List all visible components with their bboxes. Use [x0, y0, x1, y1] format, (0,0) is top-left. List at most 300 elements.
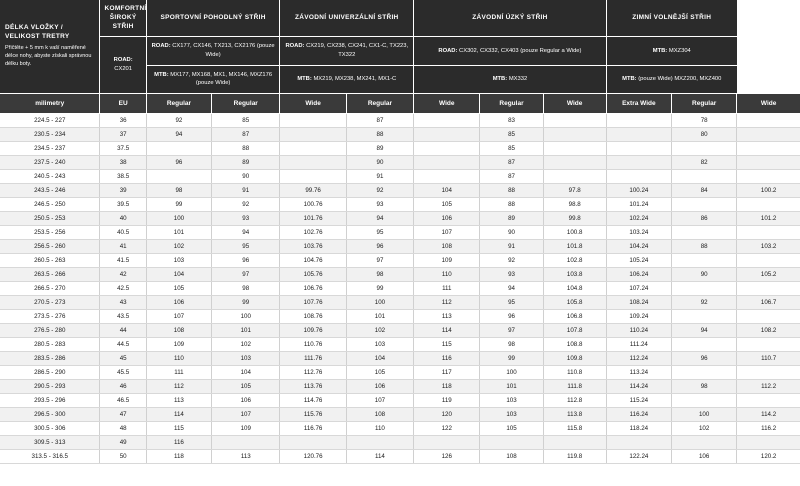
cell-value: 88 — [480, 198, 543, 212]
cell-value: 106.8 — [543, 310, 606, 324]
cell-value — [606, 170, 671, 184]
cell-value: 112 — [414, 296, 480, 310]
cell-value: 100 — [480, 366, 543, 380]
cell-value: 100 — [346, 296, 413, 310]
cell-value: 103 — [480, 394, 543, 408]
models-comfort-wide — [100, 37, 146, 94]
cell-value: 100.76 — [280, 198, 346, 212]
cell-value — [672, 338, 737, 352]
cell-value: 105 — [414, 198, 480, 212]
cell-value: 110 — [346, 422, 413, 436]
cell-millimeters: 253.5 - 256 — [0, 226, 100, 240]
cell-value: 104.24 — [606, 240, 671, 254]
models-race-narrow-mtb — [414, 65, 607, 93]
cell-value: 108.76 — [280, 310, 346, 324]
cell-millimeters: 237.5 - 240 — [0, 156, 100, 170]
cell-value: 114.24 — [606, 380, 671, 394]
models-sport-comfort-road-value: CX177, CX146, TX213, CX2176 (pouze Wide) — [172, 43, 275, 58]
models-winter-free-mtb-value: MXZ304 — [668, 47, 691, 54]
cell-value: 103.76 — [280, 240, 346, 254]
cell-value: 105 — [212, 380, 280, 394]
cell-millimeters: 240.5 - 243 — [0, 170, 100, 184]
cell-eu: 36 — [100, 114, 146, 128]
cell-value: 112 — [146, 380, 211, 394]
cell-value: 115.8 — [543, 422, 606, 436]
cell-value: 94 — [346, 212, 413, 226]
cell-value: 101.2 — [737, 212, 800, 226]
cell-value: 103 — [146, 254, 211, 268]
cell-value: 102 — [146, 240, 211, 254]
cell-value: 111.76 — [280, 352, 346, 366]
cell-value — [672, 198, 737, 212]
cell-value: 108 — [414, 240, 480, 254]
subheader-winter-wide: Wide — [737, 94, 800, 114]
cell-value: 98.8 — [543, 198, 606, 212]
cell-value: 111.8 — [543, 380, 606, 394]
cell-value — [414, 142, 480, 156]
cell-value — [280, 128, 346, 142]
cell-value: 94 — [672, 324, 737, 338]
cell-value: 102 — [346, 324, 413, 338]
cell-value: 114 — [146, 408, 211, 422]
cell-value: 90 — [212, 170, 280, 184]
cell-value — [737, 436, 800, 450]
cell-eu: 39.5 — [100, 198, 146, 212]
cell-value: 98 — [212, 282, 280, 296]
cell-value: 108.8 — [543, 338, 606, 352]
models-race-universal-road-value: CX219, CX238, CX241, CX1-C, TX223, TX322 — [306, 43, 409, 58]
subheader-racenarrow-extrawide: Extra Wide — [606, 94, 671, 114]
models-race-narrow-mtb-value: MX332 — [508, 76, 528, 83]
cell-value: 105.2 — [737, 268, 800, 282]
models-winter-free-mtb-label: MTB: — [652, 47, 668, 54]
cell-value: 100 — [212, 310, 280, 324]
cell-value: 119 — [414, 394, 480, 408]
cell-value: 101.76 — [280, 212, 346, 226]
cell-value: 96 — [212, 254, 280, 268]
cell-eu: 38.5 — [100, 170, 146, 184]
cell-value: 112.24 — [606, 352, 671, 366]
subheader-millimeters: milimetry — [0, 94, 100, 114]
cell-value: 99 — [212, 296, 280, 310]
models-comfort-wide-value: CX201 — [114, 66, 132, 73]
cell-value: 114 — [414, 324, 480, 338]
cell-value: 96 — [346, 240, 413, 254]
cell-value: 113.76 — [280, 380, 346, 394]
cell-value: 102 — [212, 338, 280, 352]
cell-value: 94 — [480, 282, 543, 296]
cell-eu: 44.5 — [100, 338, 146, 352]
cell-value: 104 — [414, 184, 480, 198]
header-race-narrow: ZÁVODNÍ ÚZKÝ STŘIH — [414, 0, 607, 37]
cell-value — [672, 394, 737, 408]
cell-value: 118 — [414, 380, 480, 394]
cell-value: 102.8 — [543, 254, 606, 268]
cell-value: 92 — [672, 296, 737, 310]
cell-value — [672, 226, 737, 240]
cell-value: 95 — [480, 296, 543, 310]
cell-value: 97.8 — [543, 184, 606, 198]
cell-millimeters: 283.5 - 286 — [0, 352, 100, 366]
cell-value: 126 — [414, 450, 480, 464]
table-row — [0, 296, 800, 310]
cell-value: 115.76 — [280, 408, 346, 422]
cell-value: 100 — [146, 212, 211, 226]
cell-value: 96 — [672, 352, 737, 366]
cell-value: 87 — [346, 114, 413, 128]
cell-value: 115 — [414, 338, 480, 352]
cell-value: 116.76 — [280, 422, 346, 436]
cell-value — [543, 114, 606, 128]
table-row — [0, 268, 800, 282]
cell-value: 106.7 — [737, 296, 800, 310]
cell-value: 107.8 — [543, 324, 606, 338]
table-row — [0, 380, 800, 394]
cell-value: 109.76 — [280, 324, 346, 338]
cell-value: 122.24 — [606, 450, 671, 464]
cell-eu: 45.5 — [100, 366, 146, 380]
cell-value — [737, 128, 800, 142]
cell-millimeters: 280.5 - 283 — [0, 338, 100, 352]
cell-millimeters: 263.5 - 266 — [0, 268, 100, 282]
cell-value — [146, 142, 211, 156]
cell-value: 95 — [346, 226, 413, 240]
cell-value — [606, 142, 671, 156]
cell-value: 93 — [480, 268, 543, 282]
cell-value: 114.2 — [737, 408, 800, 422]
cell-millimeters: 250.5 - 253 — [0, 212, 100, 226]
cell-value: 101 — [480, 380, 543, 394]
cell-eu: 46.5 — [100, 394, 146, 408]
cell-value: 103.8 — [543, 268, 606, 282]
cell-value: 92 — [212, 198, 280, 212]
cell-value: 92 — [480, 254, 543, 268]
cell-value: 87 — [480, 156, 543, 170]
cell-millimeters: 309.5 - 313 — [0, 436, 100, 450]
cell-value: 110.7 — [737, 352, 800, 366]
table-row — [0, 324, 800, 338]
header-insole-length — [0, 0, 100, 94]
cell-value: 103.24 — [606, 226, 671, 240]
cell-eu: 40.5 — [100, 226, 146, 240]
cell-value: 105 — [480, 422, 543, 436]
table-row — [0, 226, 800, 240]
cell-millimeters: 276.5 - 280 — [0, 324, 100, 338]
cell-value: 89 — [480, 212, 543, 226]
cell-eu: 37 — [100, 128, 146, 142]
cell-value: 117 — [414, 366, 480, 380]
cell-value: 83 — [480, 114, 543, 128]
models-race-narrow-road — [414, 37, 607, 65]
cell-value — [280, 170, 346, 184]
header-sport-comfort: SPORTOVNÍ POHODLNÝ STŘIH — [146, 0, 280, 37]
table-row — [0, 436, 800, 450]
models-race-universal-mtb — [280, 65, 414, 93]
cell-value: 108 — [346, 408, 413, 422]
cell-value: 82 — [672, 156, 737, 170]
cell-value: 103 — [212, 352, 280, 366]
cell-millimeters: 266.5 - 270 — [0, 282, 100, 296]
cell-value: 113 — [414, 310, 480, 324]
cell-value: 100.2 — [737, 184, 800, 198]
cell-value — [543, 128, 606, 142]
cell-value — [414, 170, 480, 184]
table-row — [0, 240, 800, 254]
cell-value: 101.24 — [606, 198, 671, 212]
cell-millimeters: 246.5 - 250 — [0, 198, 100, 212]
cell-value — [414, 114, 480, 128]
cell-value: 96 — [146, 156, 211, 170]
cell-eu: 38 — [100, 156, 146, 170]
cell-millimeters: 293.5 - 296 — [0, 394, 100, 408]
cell-value: 119.8 — [543, 450, 606, 464]
cell-eu: 42 — [100, 268, 146, 282]
cell-value: 108 — [480, 450, 543, 464]
cell-value — [737, 114, 800, 128]
cell-value — [737, 366, 800, 380]
header-race-universal: ZÁVODNÍ UNIVERZÁLNÍ STŘIH — [280, 0, 414, 37]
cell-value — [606, 128, 671, 142]
cell-value: 116 — [414, 352, 480, 366]
cell-value: 98 — [480, 338, 543, 352]
subheader-sport-wide: Wide — [280, 94, 346, 114]
subheader-winter-regular: Regular — [672, 94, 737, 114]
cell-value: 113 — [212, 450, 280, 464]
cell-value — [606, 436, 671, 450]
models-race-universal-road — [280, 37, 414, 65]
cell-value — [672, 310, 737, 324]
cell-value: 98 — [146, 184, 211, 198]
cell-value — [672, 282, 737, 296]
cell-millimeters: 290.5 - 293 — [0, 380, 100, 394]
cell-value: 99 — [346, 282, 413, 296]
models-sport-comfort-mtb-label: MTB: — [154, 71, 169, 78]
cell-eu: 37.5 — [100, 142, 146, 156]
cell-value — [737, 170, 800, 184]
cell-eu: 40 — [100, 212, 146, 226]
cell-value: 97 — [480, 324, 543, 338]
cell-value: 106.24 — [606, 268, 671, 282]
cell-value: 110.8 — [543, 366, 606, 380]
models-sport-comfort-road — [146, 37, 280, 65]
cell-value: 99 — [146, 198, 211, 212]
cell-eu: 42.5 — [100, 282, 146, 296]
cell-value: 114 — [346, 450, 413, 464]
cell-eu: 49 — [100, 436, 146, 450]
cell-millimeters: 230.5 - 234 — [0, 128, 100, 142]
table-body — [0, 114, 800, 464]
cell-value: 85 — [212, 114, 280, 128]
cell-value: 120.2 — [737, 450, 800, 464]
cell-value — [606, 114, 671, 128]
cell-value: 104 — [212, 366, 280, 380]
cell-value: 104 — [146, 268, 211, 282]
models-sport-comfort-mtb-value: MX177, MX168, MX1, MX146, MXZ176 (pouze Wide) — [170, 71, 273, 87]
models-race-narrow-road-label: ROAD: — [438, 47, 458, 54]
cell-value — [672, 170, 737, 184]
table-row — [0, 184, 800, 198]
cell-value: 80 — [672, 128, 737, 142]
cell-value: 120 — [414, 408, 480, 422]
cell-eu: 41.5 — [100, 254, 146, 268]
cell-millimeters: 270.5 - 273 — [0, 296, 100, 310]
cell-value: 88 — [346, 128, 413, 142]
cell-value: 105.24 — [606, 254, 671, 268]
cell-value: 102 — [672, 422, 737, 436]
cell-value — [737, 282, 800, 296]
cell-value: 113.24 — [606, 366, 671, 380]
cell-value: 110 — [414, 268, 480, 282]
cell-value — [146, 170, 211, 184]
cell-millimeters: 273.5 - 276 — [0, 310, 100, 324]
models-race-universal-mtb-value: MX219, MX238, MX241, MX1-C — [313, 76, 397, 83]
cell-value: 104 — [346, 352, 413, 366]
cell-value: 108.24 — [606, 296, 671, 310]
cell-eu: 46 — [100, 380, 146, 394]
cell-millimeters: 286.5 - 290 — [0, 366, 100, 380]
cell-value: 107 — [346, 394, 413, 408]
cell-value: 114.76 — [280, 394, 346, 408]
cell-value: 107 — [146, 310, 211, 324]
models-winter-free-mtb — [606, 37, 737, 65]
cell-value: 116.2 — [737, 422, 800, 436]
cell-value: 88 — [212, 142, 280, 156]
cell-value: 113.8 — [543, 408, 606, 422]
cell-value — [737, 156, 800, 170]
models-sport-comfort-mtb — [146, 65, 280, 93]
table-row — [0, 366, 800, 380]
sub-header-row — [0, 94, 800, 114]
cell-value — [414, 436, 480, 450]
subheader-eu: EU — [100, 94, 146, 114]
cell-value — [480, 436, 543, 450]
cell-value: 92 — [346, 184, 413, 198]
cell-value: 116.24 — [606, 408, 671, 422]
models-race-universal-mtb-label: MTB: — [297, 76, 312, 83]
table-row — [0, 142, 800, 156]
cell-value — [737, 338, 800, 352]
cell-value: 101 — [346, 310, 413, 324]
cell-value — [414, 156, 480, 170]
cell-value — [672, 366, 737, 380]
cell-millimeters: 243.5 - 246 — [0, 184, 100, 198]
cell-value: 109.24 — [606, 310, 671, 324]
cell-value: 98 — [672, 380, 737, 394]
cell-value: 107 — [414, 226, 480, 240]
cell-value — [280, 156, 346, 170]
cell-value: 92 — [146, 114, 211, 128]
models-comfort-wide-label: ROAD: — [113, 57, 133, 64]
table-row — [0, 198, 800, 212]
cell-value — [672, 142, 737, 156]
cell-value: 105 — [346, 366, 413, 380]
table-row — [0, 170, 800, 184]
table-row — [0, 212, 800, 226]
cell-value: 105.8 — [543, 296, 606, 310]
table-row — [0, 422, 800, 436]
cell-value: 103 — [346, 338, 413, 352]
cell-value: 87 — [212, 128, 280, 142]
cell-value: 100.8 — [543, 226, 606, 240]
cell-millimeters: 234.5 - 237 — [0, 142, 100, 156]
cell-value: 111.24 — [606, 338, 671, 352]
cell-value: 112.2 — [737, 380, 800, 394]
cell-value: 118 — [146, 450, 211, 464]
cell-value: 102.24 — [606, 212, 671, 226]
cell-value — [280, 436, 346, 450]
cell-value: 109 — [212, 422, 280, 436]
cell-value — [737, 198, 800, 212]
cell-value: 104.76 — [280, 254, 346, 268]
cell-value: 110.24 — [606, 324, 671, 338]
cell-value — [543, 156, 606, 170]
cell-value: 90 — [480, 226, 543, 240]
models-winter-free-mtb-wide — [606, 65, 737, 93]
cell-value: 111 — [146, 366, 211, 380]
table-row — [0, 114, 800, 128]
cell-eu: 43 — [100, 296, 146, 310]
cell-value: 91 — [212, 184, 280, 198]
cell-value: 91 — [480, 240, 543, 254]
cell-eu: 48 — [100, 422, 146, 436]
cell-value: 91 — [346, 170, 413, 184]
cell-eu: 45 — [100, 352, 146, 366]
cell-value — [543, 170, 606, 184]
cell-value: 101.8 — [543, 240, 606, 254]
models-sport-comfort-road-label: ROAD: — [151, 43, 171, 50]
cell-value: 97 — [346, 254, 413, 268]
table-row — [0, 282, 800, 296]
cell-value: 93 — [346, 198, 413, 212]
table-row — [0, 352, 800, 366]
cell-value — [346, 436, 413, 450]
subheader-raceuni-wide: Wide — [414, 94, 480, 114]
cell-value: 116 — [146, 436, 211, 450]
cell-value: 107.76 — [280, 296, 346, 310]
cell-value: 106 — [414, 212, 480, 226]
subheader-racenarrow-wide: Wide — [543, 94, 606, 114]
subheader-comfort-regular: Regular — [146, 94, 211, 114]
cell-value: 109 — [414, 254, 480, 268]
cell-value — [737, 394, 800, 408]
models-race-universal-road-label: ROAD: — [285, 43, 305, 50]
cell-value: 78 — [672, 114, 737, 128]
table-row — [0, 450, 800, 464]
cell-value: 108 — [146, 324, 211, 338]
header-comfort-wide: KOMFORTNÍ ŠIROKÝ STŘIH — [100, 0, 146, 37]
cell-value: 109 — [146, 338, 211, 352]
cell-value: 103.2 — [737, 240, 800, 254]
header-group-row — [0, 0, 800, 37]
cell-millimeters: 300.5 - 306 — [0, 422, 100, 436]
cell-value: 99 — [480, 352, 543, 366]
cell-value: 106 — [146, 296, 211, 310]
table-row — [0, 310, 800, 324]
cell-value: 107.24 — [606, 282, 671, 296]
cell-value: 98 — [346, 268, 413, 282]
cell-eu: 47 — [100, 408, 146, 422]
models-winter-free-mtb-wide-label: MTB: — [622, 76, 637, 83]
subheader-sport-regular: Regular — [212, 94, 280, 114]
cell-value: 113 — [146, 394, 211, 408]
cell-value: 96 — [480, 310, 543, 324]
cell-value: 105.76 — [280, 268, 346, 282]
cell-value: 101 — [146, 226, 211, 240]
cell-value — [672, 254, 737, 268]
cell-value: 94 — [146, 128, 211, 142]
cell-value: 97 — [212, 268, 280, 282]
cell-value: 107 — [212, 408, 280, 422]
